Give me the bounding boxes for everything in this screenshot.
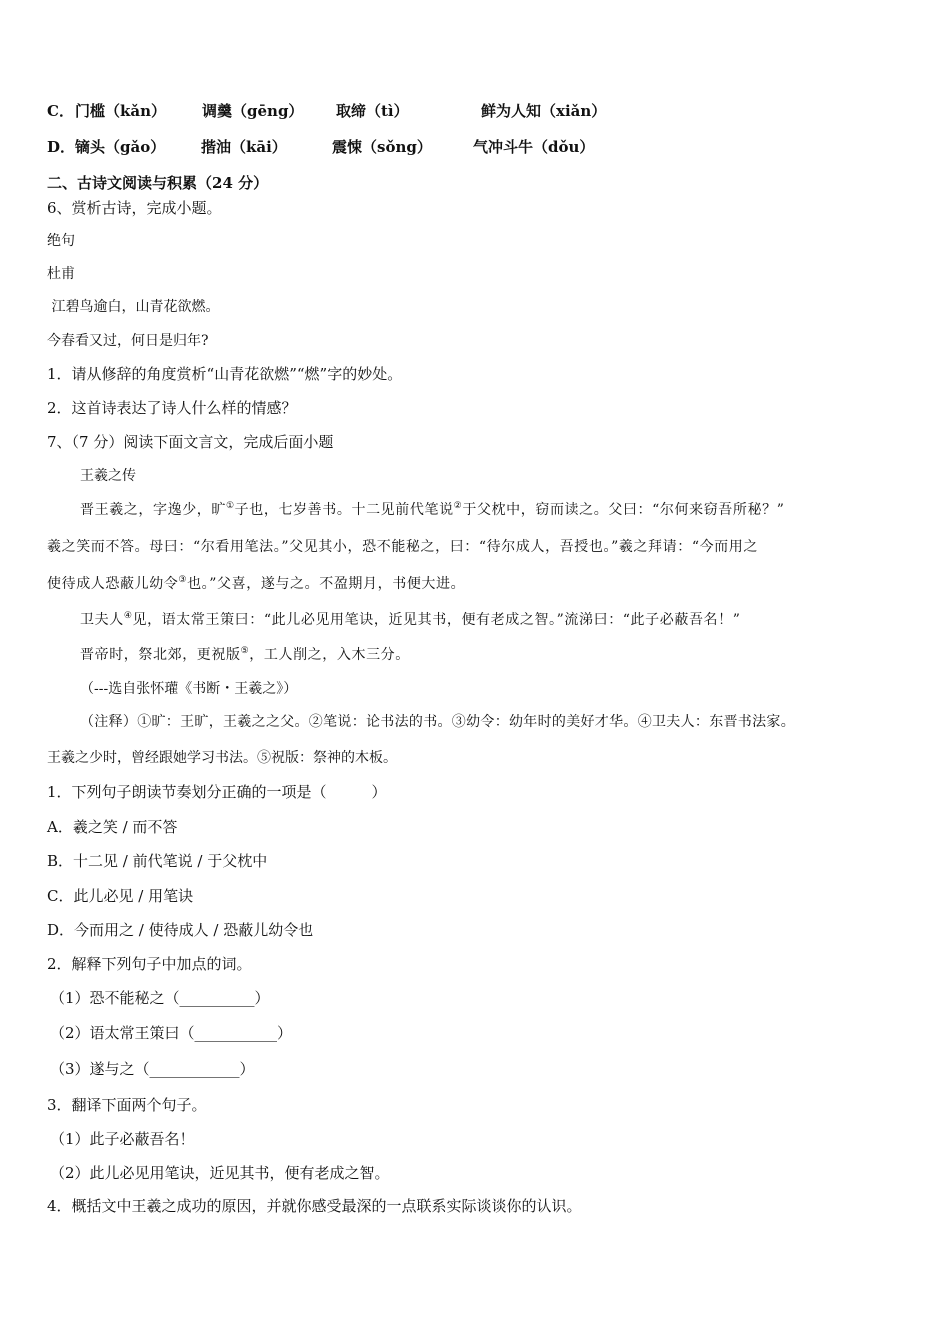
q7-intro: 7、（7 分）阅读下面文言文，完成后面小题 (47, 433, 334, 451)
passage-line: 羲之笑而不答。母曰：“尔看用笔法。”父见其小，恐不能秘之，曰：“待尔成人，吾授也。”羲之拜请：“今而用之 (47, 539, 758, 555)
passage-title: 王羲之传 (80, 468, 136, 484)
q6-sub-question: 2．这首诗表达了诗人什么样的情感？ (47, 399, 297, 417)
vocab-item: 镝头（gǎo） (75, 138, 166, 156)
choice-option: B．十二见 / 前代笔说 / 于父枕中 (47, 852, 268, 870)
vocab-item: 取缔（tì） (336, 102, 409, 120)
q6-sub-question: 1．请从修辞的角度赏析“山青花欲燃”“燃”字的妙处。 (47, 365, 403, 383)
poem-line: 江碧鸟逾白，山青花欲燃。 (47, 299, 220, 315)
passage-notes: 王羲之少时，曾经跟她学习书法。⑤祝版：祭神的木板。 (47, 750, 397, 766)
q6-intro: 6、赏析古诗，完成小题。 (47, 199, 222, 217)
option-d-row (47, 137, 920, 157)
poem-author: 杜甫 (47, 266, 75, 282)
q7-sub-question: 2．解释下列句子中加点的词。 (47, 955, 252, 973)
option-c-row (47, 101, 920, 121)
choice-option: D．今而用之 / 使待成人 / 恐蔽儿幼令也 (47, 921, 314, 939)
fill-in-item: （1）恐不能秘之（__________） (50, 989, 270, 1007)
option-label: D． (47, 138, 76, 156)
vocab-item: 门槛（kǎn） (75, 102, 167, 120)
section-heading: 二、古诗文阅读与积累（24 分） (47, 174, 269, 192)
vocab-item: 气冲斗牛（dǒu） (473, 138, 595, 156)
passage-notes: （注释）①旷：王旷，王羲之之父。②笔说：论书法的书。③幼令：幼年时的美好才华。④卫夫人：东晋书法家。 (80, 714, 795, 730)
choice-option: C．此儿必见 / 用笔诀 (47, 887, 194, 905)
q7-sub-question: 4．概括文中王羲之成功的原因，并就你感受最深的一点联系实际谈谈你的认识。 (47, 1197, 582, 1215)
poem-line: 今春看又过，何日是归年? (47, 333, 209, 349)
passage-line: 晋帝时，祭北郊，更祝版⑤，工人削之，入木三分。 (80, 646, 410, 663)
vocab-item: 调羹（gēng） (202, 102, 304, 120)
poem-title: 绝句 (47, 233, 75, 249)
fill-in-item: （2）语太常王策曰（___________） (50, 1024, 293, 1042)
passage-line: 卫夫人④见，语太常王策曰：“此儿必见用笔诀，近见其书，便有老成之智。”流涕曰：“此子必蔽吾名！” (80, 611, 741, 628)
vocab-item: 鲜为人知（xiǎn） (481, 102, 607, 120)
q7-sub-question: 3．翻译下面两个句子。 (47, 1096, 207, 1114)
footnote-marker: ② (453, 501, 463, 511)
passage-line: 晋王羲之，字逸少，旷①子也，七岁善书。十二见前代笔说②于父枕中，窃而读之。父曰：“尔何来窃吾所秘？” (80, 501, 785, 518)
vocab-item: 揩油（kāi） (201, 138, 287, 156)
footnote-marker: ③ (178, 575, 188, 585)
translate-item: （2）此儿必见用笔诀，近见其书，便有老成之智。 (50, 1164, 390, 1182)
fill-in-item: （3）遂与之（____________） (50, 1060, 255, 1078)
passage-source: （---选自张怀瓘《书断・王羲之》） (80, 681, 298, 697)
q7-sub-question: 1．下列句子朗读节奏划分正确的一项是（ ） (47, 783, 387, 801)
choice-option: A．羲之笑 / 而不答 (47, 818, 178, 836)
footnote-marker: ① (226, 501, 235, 511)
passage-line: 使待成人恐蔽儿幼令③也。”父喜，遂与之。不盈期月，书便大进。 (47, 575, 466, 592)
translate-item: （1）此子必蔽吾名！ (50, 1130, 195, 1148)
option-label: C． (47, 102, 74, 120)
vocab-item: 震悚（sǒng） (332, 138, 432, 156)
footnote-marker: ⑤ (240, 646, 250, 656)
footnote-marker: ④ (123, 611, 133, 621)
